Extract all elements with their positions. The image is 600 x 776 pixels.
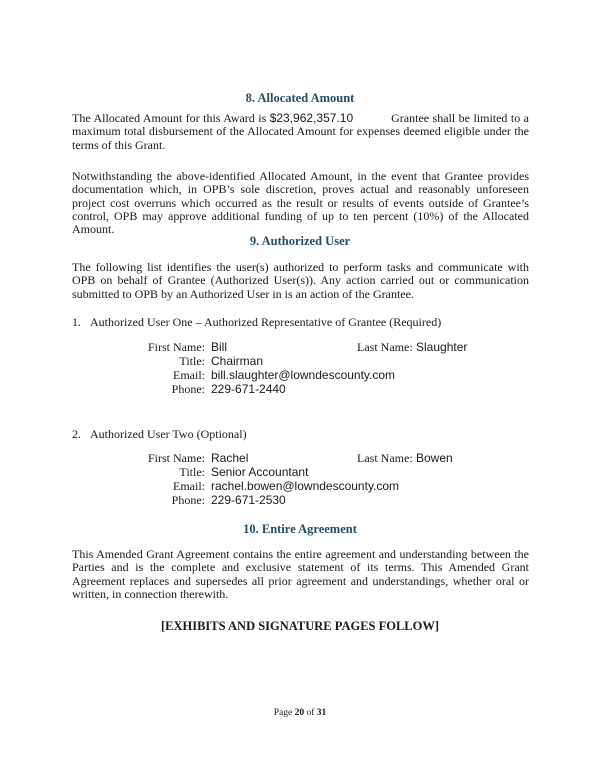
total-page-count: 31 xyxy=(316,708,327,718)
email-row xyxy=(120,479,480,493)
email-label: Email: xyxy=(173,479,205,493)
list-caption: Authorized User Two (Optional) xyxy=(90,427,247,441)
authorized-user-intro-paragraph: The following list identifies the user(s) authorized to perform tasks and communicate with OPB on behalf of Grantee (Authorized User(s)). Any action carried out or communication submitted to OPB by an Authorized User in is an action of the Grantee. xyxy=(72,260,529,301)
allocated-amount-intro: The Allocated Amount for this Award is xyxy=(72,111,270,125)
first-name-label: First Name: xyxy=(148,340,205,354)
title-label: Title: xyxy=(179,465,205,479)
additional-funding-paragraph: Notwithstanding the above-identified Allocated Amount, in the event that Grantee provides documentation which, in OPB’s sole discretion, proves actual and reasonably unforeseen project cost overruns which occurred as the result or results of events outside of Grantee’s control, OPB may approve additional funding of up to ten percent (10%) of the Allocated Amount. xyxy=(72,169,529,237)
title-row xyxy=(120,354,480,368)
last-name-value: Bowen xyxy=(416,451,453,465)
email-label: Email: xyxy=(173,368,205,382)
authorized-user-one-caption xyxy=(72,315,441,330)
phone-label: Phone: xyxy=(171,382,205,396)
allocated-amount-paragraph xyxy=(72,112,529,152)
section-heading-authorized-user: 9. Authorized User xyxy=(249,234,351,248)
exhibits-notice: [EXHIBITS AND SIGNATURE PAGES FOLLOW] xyxy=(160,619,440,633)
current-page-number: 20 xyxy=(294,708,305,718)
list-number: 2. xyxy=(72,427,81,441)
authorized-user-two-details xyxy=(120,451,480,507)
last-name-label: Last Name: xyxy=(357,451,413,465)
list-number: 1. xyxy=(72,315,81,329)
email-value: bill.slaughter@lowndescounty.com xyxy=(211,368,396,382)
page-label: Page xyxy=(273,708,295,718)
first-name-value: Rachel xyxy=(211,451,249,465)
last-name-label: Last Name: xyxy=(357,340,413,354)
title-value: Chairman xyxy=(211,354,264,368)
phone-label: Phone: xyxy=(171,493,205,507)
phone-value: 229-671-2440 xyxy=(211,382,286,396)
title-row xyxy=(120,465,480,479)
first-name-value: Bill xyxy=(211,340,228,354)
title-label: Title: xyxy=(179,354,205,368)
email-row xyxy=(120,368,480,382)
authorized-user-one-details xyxy=(120,340,480,396)
phone-value: 229-671-2530 xyxy=(211,493,286,507)
authorized-user-two-caption xyxy=(72,427,247,442)
phone-row xyxy=(120,493,480,507)
allocated-amount-terms: Grantee shall be limited to a maximum total disbursement of the Allocated Amount for expenses deemed eligible under the terms of this Grant. xyxy=(72,111,529,152)
page-number-footer xyxy=(0,708,600,718)
email-value: rachel.bowen@lowndescounty.com xyxy=(211,479,400,493)
phone-row xyxy=(120,382,480,396)
title-value: Senior Accountant xyxy=(211,465,309,479)
section-heading-entire-agreement: 10. Entire Agreement xyxy=(243,522,357,536)
of-label: of xyxy=(304,708,317,718)
section-heading-allocated-amount: 8. Allocated Amount xyxy=(245,91,355,105)
allocated-amount-value: $23,962,357.10 xyxy=(269,111,354,125)
first-name-label: First Name: xyxy=(148,451,205,465)
first-name-row xyxy=(120,340,480,354)
entire-agreement-paragraph: This Amended Grant Agreement contains the entire agreement and understanding between the Parties and is the complete and exclusive statement of its terms. This Amended Grant Agreement replaces and supersedes all prior agreement and understandings, whether oral or written, in connection therewith. xyxy=(72,547,529,601)
list-caption: Authorized User One – Authorized Representative of Grantee (Required) xyxy=(90,315,442,329)
last-name-value: Slaughter xyxy=(416,340,468,354)
first-name-row xyxy=(120,451,480,465)
